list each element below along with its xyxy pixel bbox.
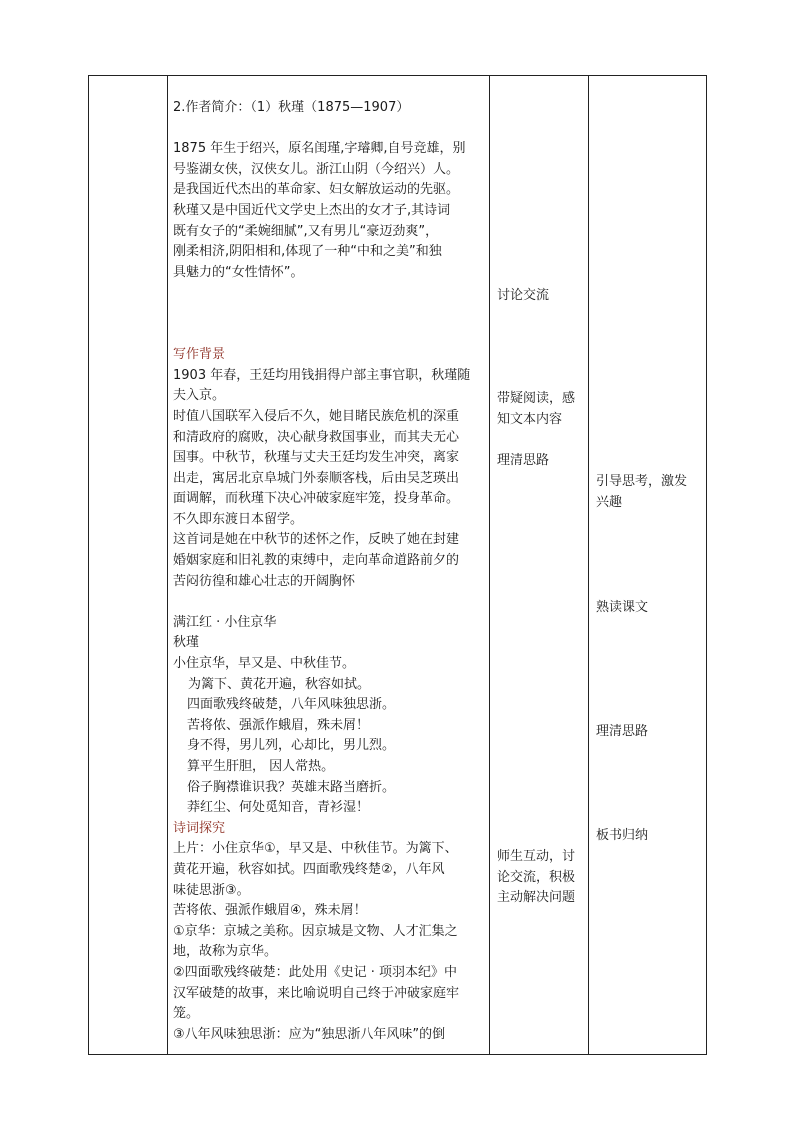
- table-bottom-border: [88, 1054, 707, 1055]
- design-intent-familiar: [596, 598, 701, 619]
- background-line: 1903 年春，王廷均用钱捐得户部主事官职，秋瑾随: [173, 367, 471, 383]
- activity-read-line: 知文本内容: [497, 411, 563, 427]
- background-line: 不久即东渡日本留学。: [173, 511, 304, 527]
- background-line: 面调解，而秋瑾下决心冲破家庭牢笼，投身革命。: [173, 491, 460, 507]
- intent-guide-line: 兴趣: [596, 494, 623, 510]
- table-col-divider-1: [167, 75, 168, 1055]
- activity-interact-line: 主动解决问题: [497, 890, 576, 906]
- bio-line: 号鉴湖女侠，汉侠女儿。浙江山阴（今绍兴）人。: [173, 161, 460, 177]
- activity-interact-line: 师生互动，讨: [497, 849, 576, 864]
- intent-familiar-text: 熟读课文: [596, 600, 649, 615]
- student-activity-clarify: [497, 451, 585, 472]
- poem-line: 身不得，男儿列，心却比，男儿烈。: [187, 738, 396, 754]
- poem-author: 秋瑾: [173, 635, 200, 651]
- exploration-line: 笼。: [173, 1006, 200, 1022]
- poem-line: 四面歌残终破楚，八年风味独思浙。: [187, 697, 396, 713]
- table-col-divider-3: [588, 75, 589, 1055]
- poem-line: 莽红尘、何处觅知音，青衫湿！: [187, 800, 370, 816]
- activity-read-line: 带疑阅读，感: [497, 391, 576, 406]
- exploration-line: 上片：小住京华①，早又是、中秋佳节。为篱下、: [173, 841, 458, 857]
- design-intent-board: [596, 826, 701, 847]
- background-line: 婚姻家庭和旧礼教的束缚中，走向革命道路前夕的: [173, 553, 460, 569]
- student-activity-interact: [497, 847, 585, 909]
- activity-interact-line: 论交流，积极: [497, 869, 576, 885]
- poem-exploration-heading: 诗词探究: [173, 820, 226, 836]
- author-intro-heading: 2.作者简介：（1）秋瑾（1875—1907）: [173, 100, 410, 115]
- activity-clarify-text: 理清思路: [497, 453, 550, 468]
- exploration-line: 味徒思浙③。: [173, 882, 250, 898]
- exploration-line: 汉军破楚的故事，来比喻说明自己终于冲破家庭牢: [173, 985, 460, 1001]
- bio-line: 是我国近代杰出的革命家、妇女解放运动的先驱。: [173, 182, 460, 198]
- background-line: 时值八国联军入侵后不久，她目睹民族危机的深重: [173, 408, 460, 424]
- activity-discuss-text: 讨论交流: [497, 288, 550, 303]
- bio-line: 1875 年生于绍兴，原名闺瑾,字璿卿,自号竞雄，别: [173, 141, 466, 157]
- bio-line: 具魅力的“女性情怀”。: [173, 264, 304, 280]
- bio-line: 刚柔相济,阴阳相和,体现了一种“中和之美”和独: [173, 244, 442, 260]
- intent-clarify-text: 理清思路: [596, 724, 649, 739]
- design-intent-clarify: [596, 722, 701, 743]
- design-intent-guide: [596, 472, 701, 513]
- poem-line: 小住京华，早又是、中秋佳节。: [173, 656, 356, 672]
- student-activity-discuss: [497, 286, 585, 307]
- bio-line: 既有女子的“柔婉细腻”,又有男儿“豪迈劲爽”，: [173, 223, 439, 239]
- background-line: 苦闷彷徨和雄心壮志的开阔胸怀: [173, 573, 356, 589]
- lesson-content-cell: [173, 98, 485, 1045]
- exploration-line: ①京华：京城之美称。因京城是文物、人才汇集之: [173, 923, 458, 939]
- poem-title: 满江红 · 小住京华: [173, 614, 277, 630]
- exploration-line: ③八年风味独思浙：应为“独思浙八年风味”的倒: [173, 1026, 446, 1042]
- exploration-line: ②四面歌残终破楚：此处用《史记 · 项羽本纪》中: [173, 964, 458, 980]
- table-right-border: [706, 75, 707, 1055]
- writing-background-heading: 写作背景: [173, 347, 226, 363]
- poem-line: 为篱下、黄花开遍，秋容如拭。: [188, 676, 371, 692]
- background-line: 和清政府的腐败，决心献身救国事业，而其夫无心: [173, 429, 460, 445]
- student-activity-read: [497, 389, 585, 430]
- intent-guide-line: 引导思考，激发: [596, 474, 688, 489]
- poem-line: 算平生肝胆， 因人常热。: [187, 759, 335, 774]
- exploration-line: 地，故称为京华。: [173, 944, 278, 960]
- background-line: 这首词是她在中秋节的述怀之作，反映了她在封建: [173, 532, 460, 548]
- exploration-line: 黄花开遍，秋容如拭。四面歌残终楚②，八年风: [173, 861, 445, 877]
- bio-line: 秋瑾又是中国近代文学史上杰出的女才子,其诗词: [173, 202, 451, 218]
- table-col-divider-2: [489, 75, 490, 1055]
- table-left-border: [88, 75, 89, 1055]
- background-line: 夫入京。: [173, 388, 226, 404]
- poem-line: 俗子胸襟谁识我？英雄末路当磨折。: [187, 779, 396, 795]
- intent-board-text: 板书归纳: [596, 828, 649, 843]
- exploration-line: 苦将侬、强派作蛾眉④，殊未屑！: [173, 903, 367, 919]
- background-line: 国事。中秋节，秋瑾与丈夫王廷均发生冲突，离家: [173, 450, 460, 466]
- background-line: 出走，寓居北京阜城门外泰顺客栈，后由吴芝瑛出: [173, 470, 460, 486]
- poem-line: 苦将侬、强派作蛾眉，殊未屑！: [187, 717, 370, 733]
- table-top-border: [88, 75, 707, 76]
